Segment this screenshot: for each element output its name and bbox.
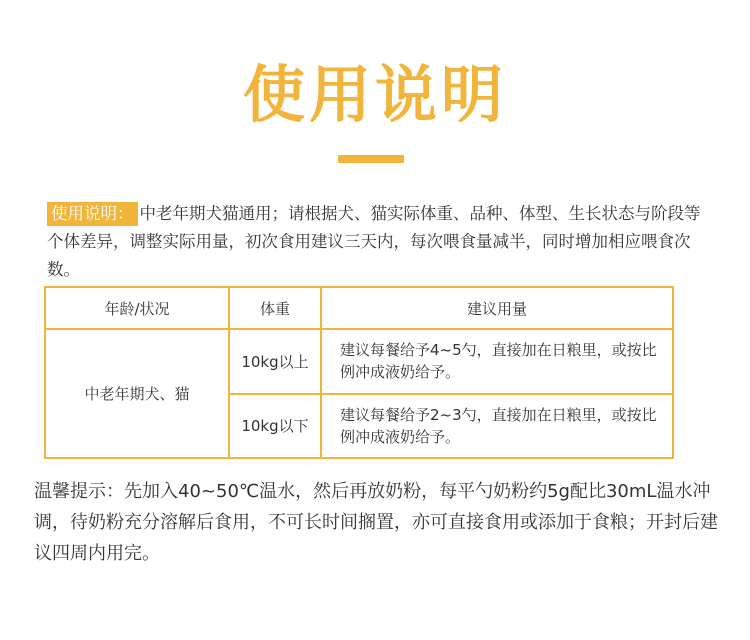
warm-tips: 温馨提示：先加入40~50℃温水，然后再放奶粉，每平勺奶粉约5g配比30mL温水冲调，待奶粉充分溶解后食用，不可长时间搁置，亦可直接食用或添加于食粮；开封后建议四周内用完。 [34,481,718,564]
header-weight: 体重 [229,287,321,329]
title-underline [338,155,404,163]
age-cell: 中老年期犬、猫 [45,329,229,458]
header-age: 年龄/状况 [45,287,229,329]
header-recommendation: 建议用量 [321,287,673,329]
usage-tag: 使用说明： [47,202,138,226]
table-header-row [45,287,673,329]
dosage-table [44,286,674,459]
usage-intro-text: 中老年期犬猫通用；请根据犬、猫实际体重、品种、体型、生长状态与阶段等个体差异，调整实际用量，初次食用建议三天内，每次喂食量减半，同时增加相应喂食次数。 [47,204,701,279]
recommendation-cell: 建议每餐给予4~5勺，直接加在日粮里，或按比例冲成液奶给予。 [321,329,673,394]
weight-cell: 10kg以上 [229,329,321,394]
recommendation-cell: 建议每餐给予2~3勺，直接加在日粮里，或按比例冲成液奶给予。 [321,394,673,459]
table-row [45,329,673,394]
weight-cell: 10kg以下 [229,394,321,459]
usage-intro [47,200,712,284]
page-title: 使用说明 [242,58,507,131]
